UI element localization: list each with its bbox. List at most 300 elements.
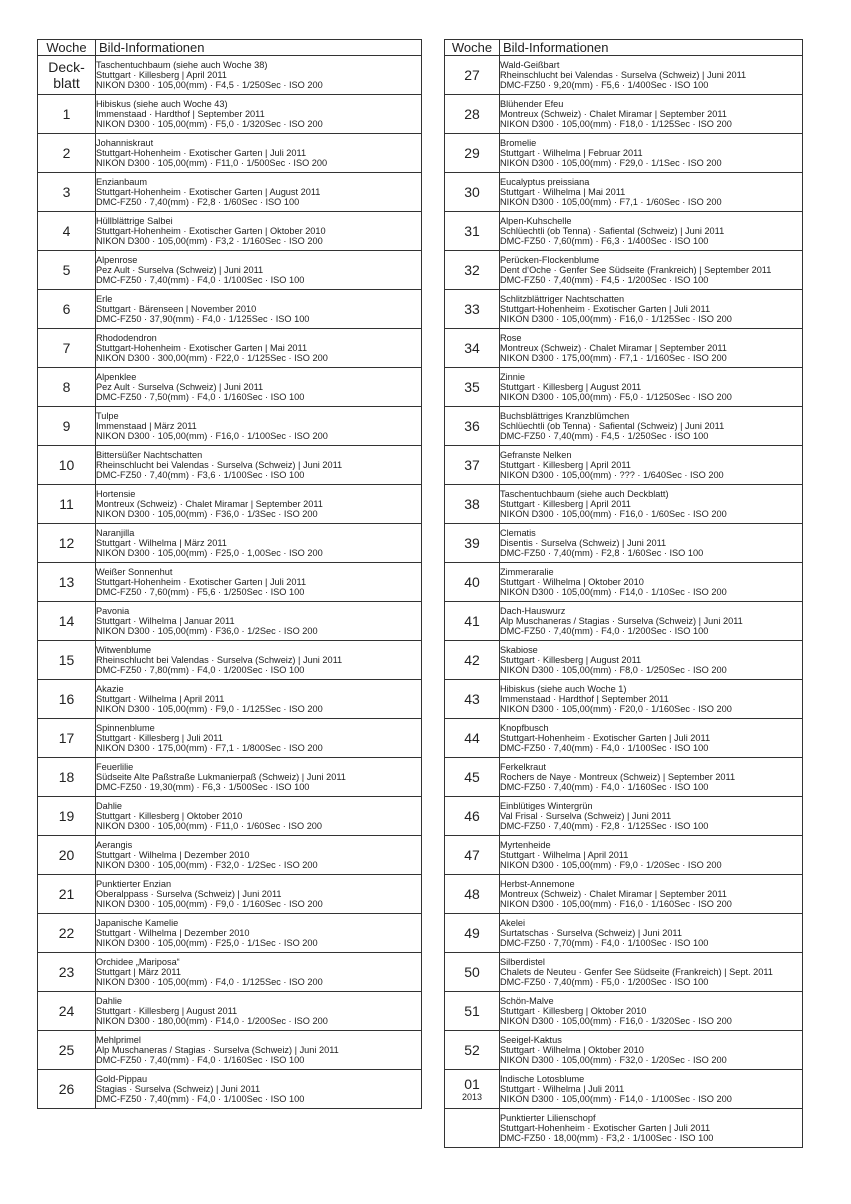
table-row — [445, 953, 803, 992]
plant-name: Buchsblättriges Kranzblümchen — [500, 411, 630, 421]
week-cell — [38, 836, 96, 875]
table-row — [38, 1070, 422, 1109]
plant-name: Taschentuchbaum (siehe auch Deckblatt) — [500, 489, 669, 499]
table-row — [38, 329, 422, 368]
info-cell — [96, 173, 422, 212]
week-cell — [445, 95, 500, 134]
location-date: Stuttgart · Killesberg | Oktober 2010 — [500, 1006, 647, 1016]
table-row — [38, 212, 422, 251]
week-cell — [38, 212, 96, 251]
location-date: Schlüechtli (ob Tenna) · Safiental (Schweiz) | Juni 2011 — [500, 421, 725, 431]
table-row — [38, 95, 422, 134]
plant-name: Myrtenheide — [500, 840, 551, 850]
camera-settings: NIKON D300 · 105,00(mm) · F16,0 · 1/125Sec · ISO 200 — [500, 314, 732, 324]
photo-info-table-right — [444, 39, 803, 1148]
plant-name: Akazie — [96, 684, 124, 694]
plant-name: Weißer Sonnenhut — [96, 567, 173, 577]
plant-name: Taschentuchbaum (siehe auch Woche 38) — [96, 60, 268, 70]
location-date: Montreux (Schweiz) · Chalet Miramar | September 2011 — [500, 109, 727, 119]
table-row — [38, 251, 422, 290]
table-row — [445, 836, 803, 875]
week-number: 18 — [58, 769, 75, 785]
week-cell — [38, 134, 96, 173]
location-date: Alp Muschaneras / Stagias · Surselva (Schweiz) | Juni 2011 — [500, 616, 743, 626]
plant-name: Wald-Geißbart — [500, 60, 560, 70]
location-date: Surtatschas · Surselva (Schweiz) | Juni 2011 — [500, 928, 682, 938]
camera-settings: NIKON D300 · 105,00(mm) · F36,0 · 1/3Sec · ISO 200 — [96, 509, 318, 519]
location-date: Chalets de Neuteu · Genfer See Südseite (Frankreich) | Sept. 2011 — [500, 967, 773, 977]
plant-name: Ferkelkraut — [500, 762, 546, 772]
week-cell — [445, 134, 500, 173]
week-number: Deck-blatt — [48, 59, 85, 91]
plant-name: Dach-Hauswurz — [500, 606, 566, 616]
info-cell — [96, 1070, 422, 1109]
location-date: Val Frisal · Surselva (Schweiz) | Juni 2011 — [500, 811, 672, 821]
info-cell — [96, 290, 422, 329]
table-row — [38, 992, 422, 1031]
table-row — [445, 992, 803, 1031]
table-row — [38, 758, 422, 797]
week-cell — [445, 446, 500, 485]
week-number: 22 — [58, 925, 75, 941]
location-date: Pez Ault · Surselva (Schweiz) | Juni 2011 — [96, 265, 264, 275]
info-cell — [96, 56, 422, 95]
table-row — [445, 407, 803, 446]
plant-name: Schlitzblättriger Nachtschatten — [500, 294, 625, 304]
info-cell — [96, 875, 422, 914]
week-number: 4 — [62, 223, 71, 239]
column-header-week: Woche — [445, 40, 500, 56]
week-cell — [445, 212, 500, 251]
week-number: 35 — [464, 379, 480, 395]
camera-settings: NIKON D300 · 105,00(mm) · F9,0 · 1/125Sec · ISO 200 — [96, 704, 323, 714]
week-number: 21 — [58, 886, 75, 902]
plant-name: Aerangis — [96, 840, 133, 850]
week-cell — [445, 290, 500, 329]
table-row — [445, 1070, 803, 1109]
week-number: 01 — [464, 1075, 480, 1092]
info-cell — [96, 719, 422, 758]
camera-settings: DMC-FZ50 · 7,40(mm) · F4,5 · 1/250Sec · ISO 100 — [500, 431, 709, 441]
table-row — [445, 914, 803, 953]
location-date: Stuttgart · Wilhelma | April 2011 — [96, 694, 225, 704]
week-number: 40 — [464, 574, 480, 590]
week-cell — [445, 758, 500, 797]
week-number: 52 — [464, 1042, 480, 1058]
camera-settings: DMC-FZ50 · 7,40(mm) · F2,8 · 1/60Sec · ISO 100 — [500, 548, 704, 558]
location-date: Stuttgart · Wilhelma | Januar 2011 — [96, 616, 235, 626]
camera-settings: DMC-FZ50 · 7,40(mm) · F2,8 · 1/125Sec · ISO 100 — [500, 821, 709, 831]
week-cell — [38, 875, 96, 914]
column-header-info: Bild-Informationen — [500, 40, 803, 56]
camera-settings: NIKON D300 · 175,00(mm) · F7,1 · 1/800Sec · ISO 200 — [96, 743, 323, 753]
camera-settings: NIKON D300 · 105,00(mm) · F16,0 · 1/320Sec · ISO 200 — [500, 1016, 732, 1026]
week-number: 41 — [464, 613, 480, 629]
week-number: 10 — [58, 457, 75, 473]
location-date: Stuttgart-Hohenheim · Exotischer Garten | August 2011 — [96, 187, 321, 197]
info-cell — [500, 758, 803, 797]
location-date: Stuttgart · Wilhelma | Oktober 2010 — [500, 1045, 644, 1055]
table-row — [38, 485, 422, 524]
plant-name: Blühender Efeu — [500, 99, 564, 109]
column-header-week: Woche — [38, 40, 96, 56]
camera-settings: NIKON D300 · 105,00(mm) · F29,0 · 1/1Sec · ISO 200 — [500, 158, 722, 168]
info-cell — [500, 914, 803, 953]
week-cell — [38, 1031, 96, 1070]
plant-name: Gold-Pippau — [96, 1074, 148, 1084]
location-date: Stuttgart · Wilhelma | Juli 2011 — [500, 1084, 625, 1094]
week-cell — [445, 953, 500, 992]
info-cell — [500, 524, 803, 563]
plant-name: Erle — [96, 294, 113, 304]
week-number: 26 — [58, 1081, 75, 1097]
week-number: 46 — [464, 808, 480, 824]
plant-name: Bromelie — [500, 138, 537, 148]
plant-name: Witwenblume — [96, 645, 152, 655]
photo-info-table-left — [37, 39, 422, 1109]
week-cell — [38, 641, 96, 680]
plant-name: Japanische Kamelie — [96, 918, 179, 928]
column-header-info: Bild-Informationen — [96, 40, 422, 56]
info-cell — [96, 680, 422, 719]
location-date: Immenstaad · Hardthof | September 2011 — [500, 694, 669, 704]
table-row — [445, 134, 803, 173]
week-number: 43 — [464, 691, 480, 707]
table-row — [445, 446, 803, 485]
camera-settings: DMC-FZ50 · 37,90(mm) · F4,0 · 1/125Sec · ISO 100 — [96, 314, 310, 324]
camera-settings: DMC-FZ50 · 7,40(mm) · F4,0 · 1/160Sec · ISO 100 — [500, 782, 709, 792]
week-number: 28 — [464, 106, 480, 122]
info-cell — [500, 173, 803, 212]
info-cell — [500, 56, 803, 95]
camera-settings: NIKON D300 · 105,00(mm) · F16,0 · 1/60Sec · ISO 200 — [500, 509, 727, 519]
week-cell — [38, 914, 96, 953]
camera-settings: NIKON D300 · 105,00(mm) · F25,0 · 1/1Sec · ISO 200 — [96, 938, 318, 948]
camera-settings: NIKON D300 · 105,00(mm) · F20,0 · 1/160Sec · ISO 200 — [500, 704, 732, 714]
location-date: Stuttgart-Hohenheim · Exotischer Garten | Juli 2011 — [500, 1123, 711, 1133]
table-row — [445, 173, 803, 212]
camera-settings: NIKON D300 · 105,00(mm) · F4,0 · 1/125Sec · ISO 200 — [96, 977, 323, 987]
week-cell — [38, 758, 96, 797]
table-row — [445, 680, 803, 719]
camera-settings: DMC-FZ50 · 18,00(mm) · F3,2 · 1/100Sec · ISO 100 — [500, 1133, 714, 1143]
plant-name: Silberdistel — [500, 957, 545, 967]
table-row — [445, 1109, 803, 1148]
info-cell — [96, 992, 422, 1031]
week-number: 36 — [464, 418, 480, 434]
table-row — [38, 602, 422, 641]
location-date: Südseite Alte Paßstraße Lukmanierpaß (Schweiz) | Juni 2011 — [96, 772, 346, 782]
week-cell — [38, 719, 96, 758]
table-row — [445, 368, 803, 407]
plant-name: Pavonia — [96, 606, 130, 616]
plant-name: Johanniskraut — [96, 138, 154, 148]
week-cell — [38, 173, 96, 212]
info-cell — [500, 797, 803, 836]
location-date: Stuttgart · Wilhelma | Februar 2011 — [500, 148, 643, 158]
plant-name: Enzianbaum — [96, 177, 148, 187]
info-cell — [500, 1031, 803, 1070]
week-number: 19 — [58, 808, 75, 824]
info-cell — [96, 602, 422, 641]
location-date: Stuttgart · Wilhelma | Oktober 2010 — [500, 577, 644, 587]
plant-name: Hüllblättrige Salbei — [96, 216, 173, 226]
info-cell — [96, 797, 422, 836]
info-cell — [500, 134, 803, 173]
info-cell — [96, 563, 422, 602]
week-number: 45 — [464, 769, 480, 785]
location-date: Stuttgart · Killesberg | August 2011 — [500, 655, 642, 665]
week-cell — [38, 290, 96, 329]
week-cell — [38, 953, 96, 992]
table-header-row — [445, 40, 803, 56]
week-cell — [445, 329, 500, 368]
plant-name: Alpenklee — [96, 372, 137, 382]
camera-settings: NIKON D300 · 105,00(mm) · ??? · 1/640Sec · ISO 200 — [500, 470, 724, 480]
location-date: Stuttgart · Killesberg | April 2011 — [500, 499, 631, 509]
plant-name: Alpen-Kuhschelle — [500, 216, 572, 226]
camera-settings: NIKON D300 · 105,00(mm) · F11,0 · 1/60Sec · ISO 200 — [96, 821, 323, 831]
info-cell — [96, 953, 422, 992]
camera-settings: DMC-FZ50 · 9,20(mm) · F5,6 · 1/400Sec · ISO 100 — [500, 80, 709, 90]
location-date: Stuttgart-Hohenheim · Exotischer Garten | Oktober 2010 — [96, 226, 326, 236]
week-number: 32 — [464, 262, 480, 278]
location-date: Pez Ault · Surselva (Schweiz) | Juni 2011 — [96, 382, 264, 392]
week-number: 11 — [59, 496, 74, 512]
table-row — [38, 446, 422, 485]
week-number: 37 — [464, 457, 480, 473]
location-date: Rheinschlucht bei Valendas · Surselva (Schweiz) | Juni 2011 — [500, 70, 747, 80]
info-cell — [96, 446, 422, 485]
info-cell — [500, 290, 803, 329]
camera-settings: NIKON D300 · 105,00(mm) · F18,0 · 1/125Sec · ISO 200 — [500, 119, 732, 129]
plant-name: Naranjilla — [96, 528, 135, 538]
table-row — [38, 134, 422, 173]
week-cell — [445, 680, 500, 719]
camera-settings: DMC-FZ50 · 7,60(mm) · F6,3 · 1/400Sec · ISO 100 — [500, 236, 709, 246]
camera-settings: DMC-FZ50 · 7,80(mm) · F4,0 · 1/200Sec · ISO 100 — [96, 665, 305, 675]
plant-name: Gefranste Nelken — [500, 450, 572, 460]
location-date: Stuttgart · Killesberg | August 2011 — [500, 382, 642, 392]
plant-name: Indische Lotosblume — [500, 1074, 585, 1084]
table-header-row — [38, 40, 422, 56]
plant-name: Dahlie — [96, 996, 123, 1006]
location-date: Dent d‘Oche · Genfer See Südseite (Frankreich) | September 2011 — [500, 265, 772, 275]
week-cell — [38, 95, 96, 134]
week-number: 29 — [464, 145, 480, 161]
camera-settings: DMC-FZ50 · 7,40(mm) · F4,0 · 1/200Sec · ISO 100 — [500, 626, 709, 636]
plant-name: Spinnenblume — [96, 723, 155, 733]
info-cell — [96, 251, 422, 290]
plant-name: Hibiskus (siehe auch Woche 1) — [500, 684, 627, 694]
week-cell — [38, 368, 96, 407]
week-cell — [445, 485, 500, 524]
info-cell — [500, 719, 803, 758]
week-cell — [445, 1070, 500, 1109]
table-row — [38, 524, 422, 563]
camera-settings: DMC-FZ50 · 7,40(mm) · F4,0 · 1/100Sec · ISO 100 — [96, 275, 305, 285]
table-row — [445, 329, 803, 368]
week-number: 30 — [464, 184, 480, 200]
location-date: Rheinschlucht bei Valendas · Surselva (Schweiz) | Juni 2011 — [96, 655, 343, 665]
location-date: Stuttgart-Hohenheim · Exotischer Garten | Juli 2011 — [96, 577, 307, 587]
week-cell — [445, 407, 500, 446]
location-date: Stuttgart · Wilhelma | April 2011 — [500, 850, 629, 860]
location-date: Immenstaad · Hardthof | September 2011 — [96, 109, 265, 119]
info-cell — [500, 1109, 803, 1148]
week-cell — [445, 719, 500, 758]
week-number: 2 — [62, 145, 71, 161]
info-cell — [96, 914, 422, 953]
camera-settings: NIKON D300 · 105,00(mm) · F3,2 · 1/160Sec · ISO 200 — [96, 236, 323, 246]
table-row — [445, 602, 803, 641]
camera-settings: NIKON D300 · 180,00(mm) · F14,0 · 1/200Sec · ISO 200 — [96, 1016, 328, 1026]
plant-name: Perücken-Flockenblume — [500, 255, 600, 265]
week-number: 38 — [464, 496, 480, 512]
week-cell — [38, 602, 96, 641]
plant-name: Akelei — [500, 918, 526, 928]
week-number: 6 — [62, 301, 71, 317]
week-cell — [38, 524, 96, 563]
info-cell — [96, 1031, 422, 1070]
location-date: Stuttgart-Hohenheim · Exotischer Garten | Juli 2011 — [500, 733, 711, 743]
table-row — [445, 95, 803, 134]
week-number: 39 — [464, 535, 480, 551]
week-cell — [38, 563, 96, 602]
table-row — [445, 797, 803, 836]
info-cell — [96, 329, 422, 368]
plant-name: Tulpe — [96, 411, 119, 421]
week-number: 7 — [62, 340, 71, 356]
info-cell — [500, 329, 803, 368]
week-cell — [445, 251, 500, 290]
location-date: Schlüechtli (ob Tenna) · Safiental (Schweiz) | Juni 2011 — [500, 226, 725, 236]
info-cell — [96, 212, 422, 251]
plant-name: Eucalyptus preissiana — [500, 177, 590, 187]
camera-settings: NIKON D300 · 175,00(mm) · F7,1 · 1/160Sec · ISO 200 — [500, 353, 727, 363]
info-cell — [500, 1070, 803, 1109]
camera-settings: NIKON D300 · 105,00(mm) · F25,0 · 1,00Sec · ISO 200 — [96, 548, 323, 558]
week-cell — [38, 485, 96, 524]
table-row — [38, 290, 422, 329]
plant-name: Zimmeraralie — [500, 567, 554, 577]
camera-settings: NIKON D300 · 105,00(mm) · F5,0 · 1/1250Sec · ISO 200 — [500, 392, 732, 402]
location-date: Stuttgart · Killesberg | April 2011 — [500, 460, 631, 470]
table-row — [38, 641, 422, 680]
info-cell — [500, 251, 803, 290]
plant-name: Zinnie — [500, 372, 526, 382]
week-year: 2013 — [461, 1091, 483, 1102]
info-cell — [96, 485, 422, 524]
camera-settings: DMC-FZ50 · 7,40(mm) · F2,8 · 1/60Sec · ISO 100 — [96, 197, 300, 207]
camera-settings: DMC-FZ50 · 7,40(mm) · F4,0 · 1/160Sec · ISO 100 — [96, 1055, 305, 1065]
info-cell — [500, 680, 803, 719]
table-row — [38, 953, 422, 992]
camera-settings: DMC-FZ50 · 7,40(mm) · F4,0 · 1/100Sec · ISO 100 — [500, 743, 709, 753]
table-row — [445, 1031, 803, 1070]
table-row — [445, 875, 803, 914]
plant-name: Seeigel-Kaktus — [500, 1035, 562, 1045]
camera-settings: NIKON D300 · 105,00(mm) · F9,0 · 1/20Sec · ISO 200 — [500, 860, 722, 870]
table-row — [38, 1031, 422, 1070]
week-cell — [445, 368, 500, 407]
camera-settings: NIKON D300 · 105,00(mm) · F32,0 · 1/2Sec · ISO 200 — [96, 860, 318, 870]
table-row — [445, 290, 803, 329]
week-cell — [38, 251, 96, 290]
table-row — [445, 758, 803, 797]
week-cell — [38, 446, 96, 485]
week-cell — [38, 407, 96, 446]
location-date: Stuttgart | März 2011 — [96, 967, 181, 977]
week-number: 8 — [62, 379, 71, 395]
info-cell — [96, 134, 422, 173]
plant-name: Rhododendron — [96, 333, 157, 343]
table-row — [38, 563, 422, 602]
location-date: Montreux (Schweiz) · Chalet Miramar | September 2011 — [500, 889, 727, 899]
week-cell — [445, 797, 500, 836]
week-number: 3 — [62, 184, 71, 200]
week-cell — [38, 56, 96, 95]
camera-settings: NIKON D300 · 105,00(mm) · F16,0 · 1/100Sec · ISO 200 — [96, 431, 328, 441]
info-cell — [96, 368, 422, 407]
week-cell — [38, 797, 96, 836]
location-date: Stuttgart-Hohenheim · Exotischer Garten | Mai 2011 — [96, 343, 308, 353]
location-date: Stuttgart · Wilhelma | Dezember 2010 — [96, 928, 250, 938]
plant-name: Mehlprimel — [96, 1035, 141, 1045]
week-cell — [38, 1070, 96, 1109]
info-cell — [500, 407, 803, 446]
week-cell — [445, 914, 500, 953]
week-cell — [445, 1109, 500, 1148]
plant-name: Knopfbusch — [500, 723, 549, 733]
week-cell — [445, 563, 500, 602]
week-number: 13 — [58, 574, 75, 590]
week-number: 16 — [58, 691, 75, 707]
week-number: 24 — [58, 1003, 75, 1019]
table-row — [445, 641, 803, 680]
week-number: 34 — [464, 340, 480, 356]
table-row — [38, 173, 422, 212]
info-cell — [96, 641, 422, 680]
week-number: 14 — [58, 613, 75, 629]
location-date: Rheinschlucht bei Valendas · Surselva (Schweiz) | Juni 2011 — [96, 460, 343, 470]
location-date: Alp Muschaneras / Stagias · Surselva (Schweiz) | Juni 2011 — [96, 1045, 339, 1055]
week-number: 51 — [464, 1003, 480, 1019]
info-cell — [500, 212, 803, 251]
info-cell — [500, 641, 803, 680]
week-cell — [38, 992, 96, 1031]
location-date: Disentis · Surselva (Schweiz) | Juni 2011 — [500, 538, 667, 548]
info-cell — [96, 524, 422, 563]
info-cell — [500, 992, 803, 1031]
location-date: Stagias · Surselva (Schweiz) | Juni 2011 — [96, 1084, 261, 1094]
camera-settings: NIKON D300 · 105,00(mm) · F16,0 · 1/160Sec · ISO 200 — [500, 899, 732, 909]
location-date: Stuttgart · Killesberg | April 2011 — [96, 70, 227, 80]
location-date: Oberalppass · Surselva (Schweiz) | Juni 2011 — [96, 889, 282, 899]
week-cell — [445, 875, 500, 914]
camera-settings: NIKON D300 · 105,00(mm) · F7,1 · 1/60Sec · ISO 200 — [500, 197, 722, 207]
plant-name: Punktierter Enzian — [96, 879, 172, 889]
camera-settings: NIKON D300 · 105,00(mm) · F8,0 · 1/250Sec · ISO 200 — [500, 665, 727, 675]
week-number: 12 — [58, 535, 75, 551]
camera-settings: DMC-FZ50 · 7,50(mm) · F4,0 · 1/160Sec · ISO 100 — [96, 392, 305, 402]
week-cell — [38, 329, 96, 368]
week-cell — [38, 680, 96, 719]
camera-settings: DMC-FZ50 · 7,70(mm) · F4,0 · 1/100Sec · ISO 100 — [500, 938, 709, 948]
table-row — [38, 914, 422, 953]
info-cell — [500, 95, 803, 134]
camera-settings: DMC-FZ50 · 7,40(mm) · F3,6 · 1/100Sec · ISO 100 — [96, 470, 305, 480]
